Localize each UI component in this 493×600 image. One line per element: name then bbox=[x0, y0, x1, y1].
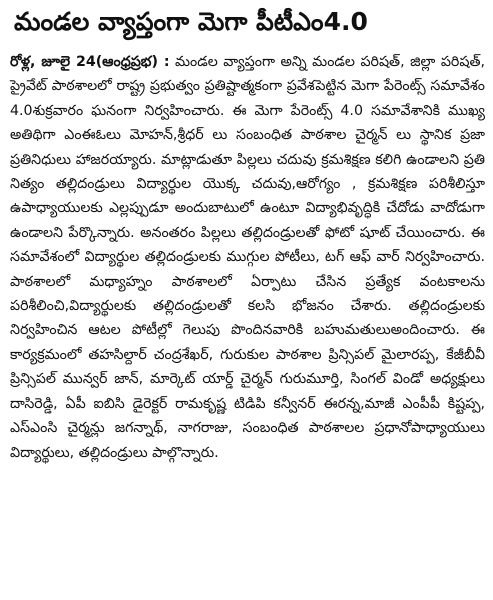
body-text: మండల వ్యాప్తంగా అన్ని మండల పరిషత్, జిల్లా పరిషత్, ప్రైవేట్ పాఠశాలలో రాష్ట్ర ప్రభుత్వం ప్రతిష్టాత్మకంగా ప్రవేశపెట్టిన మెగా పేరెంట్స్ సమావేశం 4.0శుక్రవారం ఘనంగా నిర్వహించారు. ఈ మెగా పేరెంట్స్ 4.0 సమావేశానికి ముఖ్య అతిథిగా ఎంఈఓలు మోహన్,శ్రీధర్ లు సంబంధిత పాఠశాల చైర్మన్ లు స్థానిక ప్రజా ప్రతినిధులు హాజరయ్యారు. మాట్లాడుతూ పిల్లలు చదువు క్రమశిక్షణ కలిగి ఉండాలని ప్రతి నిత్యం తల్లిదండ్రులు విద్యార్థుల యొక్క చదువు,ఆరోగ్యం , క్రమశిక్షణ పరిశీలిస్తూ ఉపాధ్యాయులకు ఎల్లప్పుడూ అందుబాటులో ఉంటూ విద్యాభివృద్ధికి చేదోడు వాదోడుగా ఉండాలని పేర్కొన్నారు. అనంతరం పిల్లలు తల్లిదండ్రులతో ఫోటో షూట్ చేయించారు. ఈ సమావేశంలో విద్యార్థుల తల్లిదండ్రులకు ముగ్గుల పోటీలు, టగ్ ఆఫ్ వార్ నిర్వహించారు. పాఠశాలలో మధ్యాహ్నం పాఠశాలలో ఏర్పాటు చేసిన ప్రత్యేక వంటకాలను పరిశీలించి,విద్యార్థులకు తల్లిదండ్రులతో కలసి భోజనం చేశారు. తల్లిదండ్రులకు నిర్వహించిన ఆటల పోటీల్లో గెలుపు పొందినవారికి బహుమతులుఅందించారు. ఈ కార్యక్రమంలో తహసిల్దార్ చంద్రశేఖర్, గురుకుల పాఠశాల ప్రిన్సిపల్ మైలారప్ప, కేజీబీవీ ప్రిన్సిపల్ మున్వర్ జాన్, మార్కెట్ యార్డ్ చైర్మన్ గురుమూర్తి, సింగల్ విండో అధ్యక్షులు దాసిరెడ్డి, ఏపీ ఐబిసి డైరెక్టర్ రామకృష్ణ టిడిపి కన్వీనర్ ఈరన్న,మాజీ ఎంపీపీ కిష్టప్ప, ఎస్ఎంసి చైర్మన్లు జగన్నాథ్, నాగరాజు, సంబంధిత పాఠశాలల ప్రధానోపాధ్యాయులు విద్యార్థులు, తల్లిదండ్రులు పాల్గొన్నారు. bbox=[10, 54, 485, 461]
dateline: రోళ్ల, జూలై 24(ఆంధ్రప్రభ) : bbox=[10, 54, 170, 70]
article-body bbox=[10, 50, 485, 465]
headline: మండల వ్యాప్తంగా మెగా పీటీఎం4.0 bbox=[14, 7, 368, 36]
